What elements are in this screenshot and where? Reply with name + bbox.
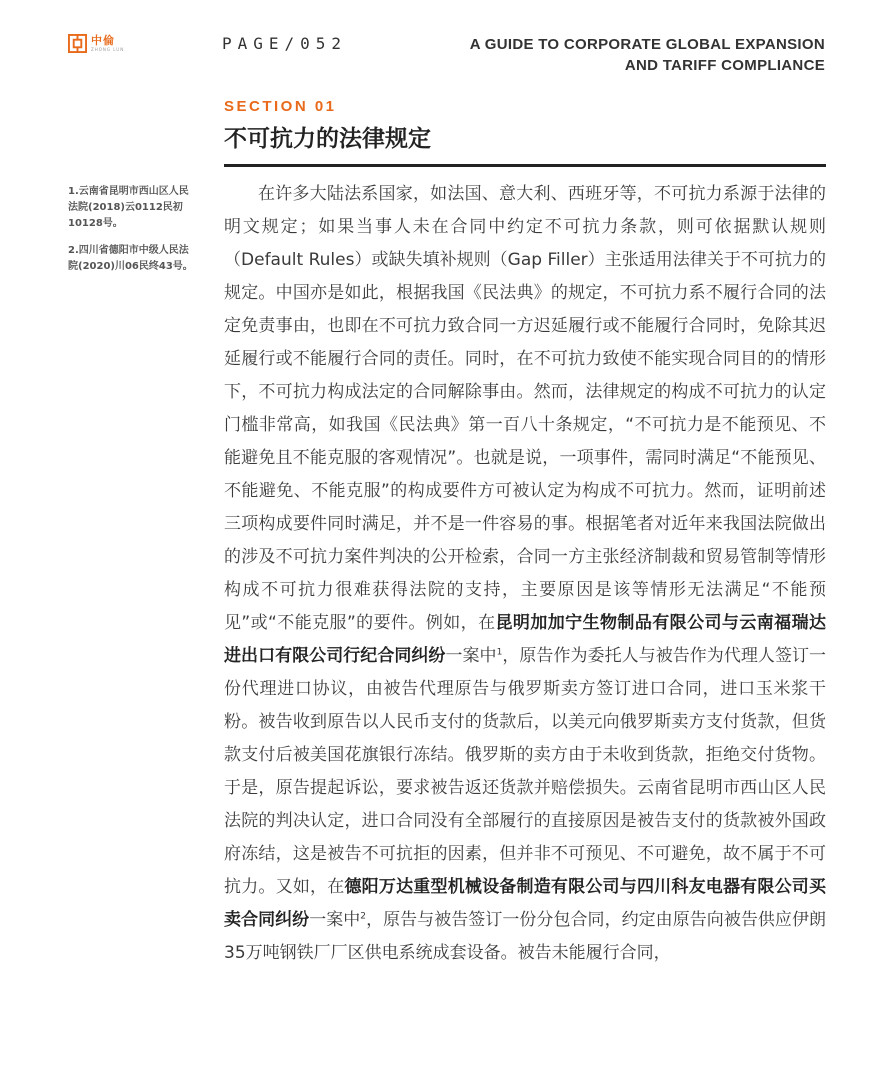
guide-title-line-1: A GUIDE TO CORPORATE GLOBAL EXPANSION xyxy=(469,36,825,53)
logo xyxy=(68,34,124,53)
footnotes xyxy=(68,184,196,286)
footnote-2: 2.四川省德阳市中级人民法院(2020)川06民终43号。 xyxy=(68,245,193,272)
logo-text-cn: 中倫 xyxy=(91,34,115,47)
body-text-part-3: ，原告与被告签订一份分包合同，约定由原告向被告供应伊朗35万吨钢铁厂厂区供电系统成套设备。被告未能履行合同， xyxy=(224,910,827,963)
footnote-ref-2: 2 xyxy=(360,911,367,922)
page-number: PAGE/052 xyxy=(222,34,348,53)
body-paragraph xyxy=(224,178,826,970)
body-text-part-2: ，原告作为委托人与被告作为代理人签订一份代理进口协议，由被告代理原告与俄罗斯卖方签订进口合同，进口玉米浆干粉。被告收到原告以人民币支付的货款后，以美元向俄罗斯卖方支付货款，但货款支付后被美国花旗银行冻结。俄罗斯的卖方由于未收到货款，拒绝交付货物。于是，原告提起诉讼，要求被告返还货款并赔偿损失。云南省昆明市西山区人民法院的判决认定，进口合同没有全部履行的直接原因是被告支付的货款被外国政府冻结，这是被告不可抗拒的因素，但并非不可预见、不可避免，故不属于不可抗力。又如，在 xyxy=(224,646,827,897)
body-text-part-1: 在许多大陆法系国家，如法国、意大利、西班牙等，不可抗力系源于法律的明文规定；如果当事人未在合同中约定不可抗力条款，则可依据默认规则（Default Rules）或缺失填补规则（Gap Filler）主张适用法律关于不可抗力的规定。中国亦是如此，根据我国《民法典》的规定，不可抗力系不履行合同的法定免责事由，也即在不可抗力致合同一方迟延履行或不能履行合同时，免除其迟延履行或不能履行合同的责任。同时，在不可抗力致使不能实现合同目的的情形下，不可抗力构成法定的合同解除事由。然而，法律规定的构成不可抗力的认定门槛非常高，如我国《民法典》第一百八十条规定，“不可抗力是不能预见、不能避免且不能克服的客观情况”。也就是说，一项事件，需同时满足“不能预见、不能避免、不能克服”的构成要件方可被认定为构成不可抗力。然而，证明前述三项构成要件同时满足，并不是一件容易的事。根据笔者对近年来我国法院做出的涉及不可抗力案件判决的公开检索，合同一方主张经济制裁和贸易管制等情形构成不可抗力很难获得法院的支持，主要原因是该等情形无法满足“不能预见”或“不能克服”的要件。例如，在 xyxy=(224,184,826,633)
guide-title xyxy=(470,34,825,76)
section-title: 不可抗力的法律规定 xyxy=(224,126,431,152)
logo-text-en: ZHONG LUN xyxy=(91,47,125,52)
case-name-1: 昆明加加宁生物制品有限公司与云南福瑞达进出口有限公司行纪合同纠纷 xyxy=(224,613,827,666)
footnote-ref-1: 1 xyxy=(496,647,503,658)
zhonglun-logo-icon xyxy=(68,34,87,53)
guide-title-line-2: AND TARIFF COMPLIANCE xyxy=(624,57,825,74)
title-divider xyxy=(224,164,826,167)
body-text-part-2a: 一案中 xyxy=(445,646,497,666)
case-name-2: 德阳万达重型机械设备制造有限公司与四川科友电器有限公司买卖合同纠纷 xyxy=(224,877,827,930)
footnote-1: 1.云南省昆明市西山区人民法院(2018)云0112民初10128号。 xyxy=(68,186,189,229)
body-text-part-3a: 一案中 xyxy=(309,910,361,930)
section-label: SECTION 01 xyxy=(224,98,337,115)
